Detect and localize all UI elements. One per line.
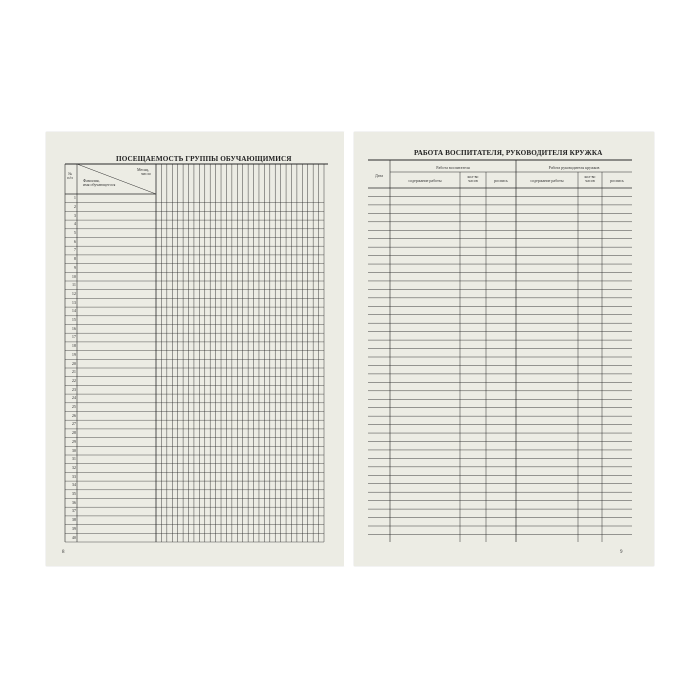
hours-header-2-line1: кол-во bbox=[584, 174, 596, 179]
row-number: 37 bbox=[71, 508, 76, 514]
row-number: 12 bbox=[71, 290, 76, 296]
page-number-left: 8 bbox=[62, 550, 65, 555]
row-number: 6 bbox=[73, 238, 76, 244]
row-number: 39 bbox=[71, 525, 76, 531]
row-number: 32 bbox=[71, 464, 76, 470]
row-number: 13 bbox=[71, 299, 76, 305]
row-number: 25 bbox=[71, 404, 76, 409]
book-gutter bbox=[344, 132, 354, 566]
diag-header-bottom-line2: имя обучающегося bbox=[83, 182, 116, 187]
row-number: 36 bbox=[71, 499, 76, 505]
content-header-2: содержание работы bbox=[530, 178, 564, 183]
row-number: 28 bbox=[71, 430, 76, 436]
date-header: Дата bbox=[375, 173, 383, 178]
row-number: 17 bbox=[71, 334, 76, 340]
page-number-right: 9 bbox=[620, 550, 623, 555]
row-number: 9 bbox=[73, 264, 76, 270]
left-page-attendance bbox=[46, 132, 344, 566]
row-number: 23 bbox=[71, 386, 76, 392]
row-number: 15 bbox=[71, 317, 76, 322]
right-page-teacher-work bbox=[354, 132, 654, 566]
attendance-grid bbox=[46, 132, 344, 566]
row-number: 8 bbox=[73, 256, 76, 262]
row-number: 19 bbox=[71, 351, 76, 357]
row-number: 22 bbox=[71, 377, 76, 383]
row-number: 3 bbox=[73, 212, 76, 218]
hours-header-2-line2: часов bbox=[585, 178, 595, 183]
page-title-right: РАБОТА ВОСПИТАТЕЛЯ, РУКОВОДИТЕЛЯ КРУЖКА bbox=[414, 149, 603, 157]
page-title: ПОСЕЩАЕМОСТЬ ГРУППЫ ОБУЧАЮЩИМИСЯ bbox=[116, 155, 292, 163]
hours-header-line2: часов bbox=[468, 178, 478, 183]
row-number: 1 bbox=[73, 195, 76, 201]
work-log-table bbox=[354, 132, 654, 566]
diag-header-top-line1: Месяц, bbox=[137, 167, 150, 172]
diag-header-top-line2: число bbox=[141, 171, 151, 176]
row-number: 16 bbox=[71, 325, 76, 331]
row-number: 2 bbox=[73, 203, 76, 209]
row-number: 29 bbox=[71, 438, 76, 444]
signature-header: роспись bbox=[494, 178, 508, 183]
row-number: 7 bbox=[73, 247, 76, 253]
row-number: 35 bbox=[71, 491, 76, 496]
col-number-header-line2: п/п bbox=[67, 175, 73, 180]
group2-header: Работа руководителя кружков bbox=[548, 165, 600, 170]
hours-header-line1: кол-во bbox=[467, 174, 479, 179]
row-number: 10 bbox=[71, 273, 76, 279]
row-number: 27 bbox=[71, 421, 76, 427]
row-number: 18 bbox=[71, 343, 76, 349]
row-number: 5 bbox=[73, 230, 76, 235]
row-number: 31 bbox=[71, 456, 76, 462]
row-number: 21 bbox=[71, 369, 76, 375]
signature-header-2: роспись bbox=[610, 178, 624, 183]
row-number: 40 bbox=[71, 534, 76, 540]
row-number: 38 bbox=[71, 517, 76, 523]
row-number: 30 bbox=[71, 447, 76, 453]
row-number: 14 bbox=[71, 308, 76, 314]
row-number: 4 bbox=[73, 221, 76, 227]
group1-header: Работа воспитателя bbox=[436, 165, 470, 170]
row-number: 33 bbox=[71, 473, 76, 479]
col-number-header-line1: № bbox=[68, 171, 72, 176]
row-number: 34 bbox=[71, 482, 76, 488]
row-number: 11 bbox=[71, 282, 76, 288]
content-header: содержание работы bbox=[408, 178, 442, 183]
row-number: 26 bbox=[71, 412, 76, 418]
row-number: 24 bbox=[71, 395, 76, 401]
row-number: 20 bbox=[71, 360, 76, 366]
diag-header-bottom-line1: Фамилия, bbox=[83, 178, 100, 183]
